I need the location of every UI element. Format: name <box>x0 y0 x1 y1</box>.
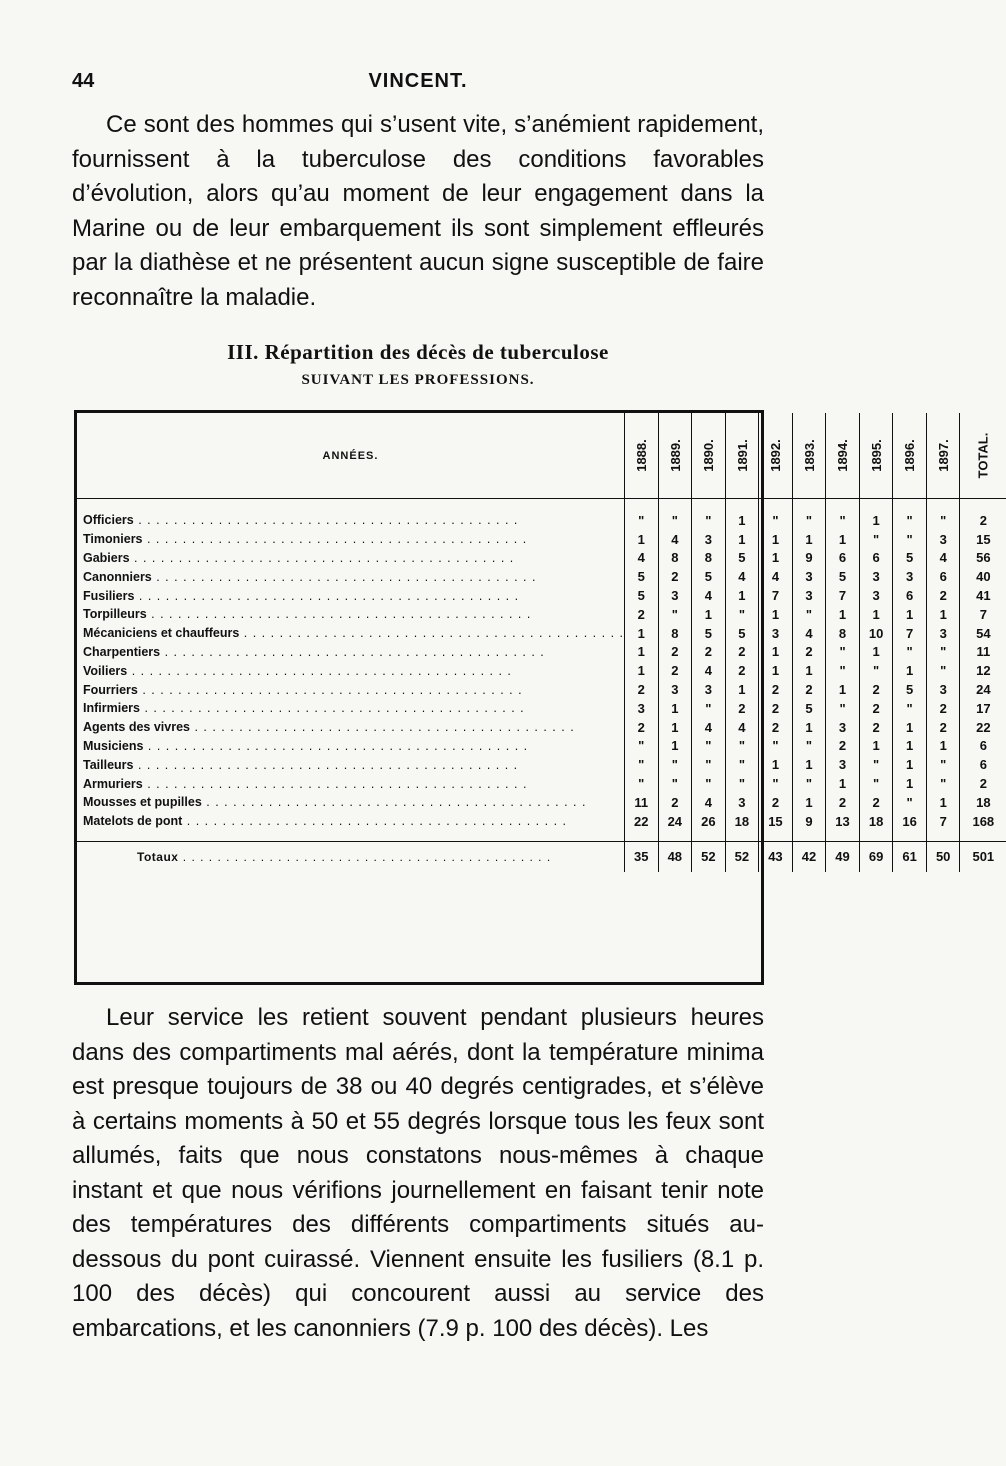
table-row <box>77 718 1006 737</box>
totals-cell: 69 <box>859 841 893 872</box>
table-cell: " <box>792 605 826 624</box>
table-cell: 2 <box>979 512 987 528</box>
table-row <box>77 624 1006 643</box>
row-label: Tailleurs . . . <box>77 755 624 774</box>
table-cell: 2 <box>759 680 793 699</box>
table-cell: 2 <box>624 680 658 699</box>
table-cell: " <box>926 774 960 793</box>
table-cell: " <box>826 661 860 680</box>
table-cell: 5 <box>893 549 927 568</box>
table-cell: 3 <box>859 586 893 605</box>
table-cell: " <box>926 661 960 680</box>
table-cell: 4 <box>926 549 960 568</box>
table-cell: 7 <box>926 812 960 831</box>
table-cell: 1 <box>725 511 759 530</box>
row-label: Fusiliers . . . <box>77 586 624 605</box>
table-cell: 3 <box>725 793 759 812</box>
running-head: VINCENT. <box>368 70 468 92</box>
table-cell: 2 <box>725 661 759 680</box>
table-cell: " <box>658 755 692 774</box>
table-cell: 1 <box>893 605 927 624</box>
table-cell: " <box>792 511 826 530</box>
table-cell: 16 <box>893 812 927 831</box>
table-cell: " <box>624 774 658 793</box>
table-cell: 3 <box>826 755 860 774</box>
table-cell: " <box>624 511 658 530</box>
table-cell: 1 <box>624 661 658 680</box>
corner-label: ANNÉES. <box>77 413 624 499</box>
table-cell: " <box>859 774 893 793</box>
table-cell: 2 <box>658 567 692 586</box>
table-cell: 5 <box>725 549 759 568</box>
row-label: Voiliers . . . <box>77 661 624 680</box>
table-cell: 2 <box>792 680 826 699</box>
table-row <box>77 549 1006 568</box>
table-cell: 3 <box>792 586 826 605</box>
table-cell: 3 <box>926 530 960 549</box>
table-cell: 1 <box>926 737 960 756</box>
table-cell: 8 <box>692 549 726 568</box>
table-cell: " <box>893 699 927 718</box>
table-cell: " <box>859 530 893 549</box>
table-cell: 15 <box>759 812 793 831</box>
table-cell: " <box>893 511 927 530</box>
table-cell: 56 <box>976 550 991 566</box>
table-cell: " <box>926 511 960 530</box>
table-cell: 3 <box>759 624 793 643</box>
table-cell: 7 <box>979 606 987 622</box>
section-title: III. Répartition des décès de tuberculose <box>227 340 609 364</box>
table-cell: 3 <box>792 567 826 586</box>
table-cell: 1 <box>826 530 860 549</box>
table-cell: 2 <box>859 718 893 737</box>
table-cell: 2 <box>624 718 658 737</box>
table-cell: 2 <box>725 643 759 662</box>
table-row <box>77 793 1006 812</box>
table-cell: 7 <box>759 586 793 605</box>
row-label: Officiers . . . <box>77 511 624 530</box>
table-cell: 5 <box>624 586 658 605</box>
table-cell: 6 <box>979 757 987 773</box>
table-cell: 2 <box>979 776 987 792</box>
table-cell: 1 <box>658 737 692 756</box>
row-label: Armuriers . . . <box>77 774 624 793</box>
table-cell: 5 <box>893 680 927 699</box>
table-cell: 1 <box>826 680 860 699</box>
table-cell: 9 <box>792 812 826 831</box>
totals-cell: 52 <box>725 841 759 872</box>
table-cell: " <box>926 643 960 662</box>
table-cell: " <box>859 755 893 774</box>
column-header: 1891. <box>725 413 759 499</box>
table-cell: 54 <box>976 625 991 641</box>
table-cell: 1 <box>792 661 826 680</box>
row-label: Canonniers . . . <box>77 567 624 586</box>
table-cell: 1 <box>859 605 893 624</box>
table-cell: " <box>725 755 759 774</box>
table-cell: 1 <box>624 624 658 643</box>
table-cell: 2 <box>926 699 960 718</box>
table-cell: 1 <box>792 530 826 549</box>
table-cell: " <box>759 511 793 530</box>
table-cell: 1 <box>759 643 793 662</box>
totals-cell: 43 <box>759 841 793 872</box>
table-cell: 1 <box>826 774 860 793</box>
table-cell: 2 <box>826 737 860 756</box>
table-cell: 1 <box>792 793 826 812</box>
row-label: Musiciens . . . <box>77 737 624 756</box>
table-cell: " <box>792 774 826 793</box>
row-label: Torpilleurs . . . <box>77 605 624 624</box>
totals-cell: 50 <box>926 841 960 872</box>
table-cell: 3 <box>624 699 658 718</box>
table-cell: 11 <box>976 644 991 660</box>
deaths-by-profession-table <box>77 413 1006 872</box>
column-header: 1892. <box>759 413 793 499</box>
table-cell: 2 <box>792 643 826 662</box>
table-cell: 8 <box>658 624 692 643</box>
table-cell: 40 <box>976 569 991 585</box>
totals-cell: 42 <box>792 841 826 872</box>
table-cell: " <box>859 661 893 680</box>
page-number: 44 <box>72 70 95 92</box>
table-cell: 1 <box>859 737 893 756</box>
table-spacer-row <box>77 831 1006 842</box>
table-cell: 1 <box>792 718 826 737</box>
table-cell: " <box>692 755 726 774</box>
column-header: 1889. <box>658 413 692 499</box>
table-cell: 41 <box>976 588 991 604</box>
table-cell: 3 <box>893 567 927 586</box>
table-cell: 2 <box>624 605 658 624</box>
table-cell: 4 <box>725 718 759 737</box>
table-row <box>77 737 1006 756</box>
table-cell: 1 <box>759 661 793 680</box>
table-row <box>77 774 1006 793</box>
totals-cell: 501 <box>960 841 1006 872</box>
table-cell: 5 <box>624 567 658 586</box>
table-cell: " <box>759 774 793 793</box>
table-cell: 8 <box>658 549 692 568</box>
table-row <box>77 511 1006 530</box>
row-label: Mousses et pupilles . . . <box>77 793 624 812</box>
table-header-row <box>77 413 1006 499</box>
table-cell: 4 <box>624 549 658 568</box>
column-header: 1890. <box>692 413 726 499</box>
table-cell: 4 <box>692 793 726 812</box>
totals-cell: 52 <box>692 841 726 872</box>
table-cell: " <box>725 737 759 756</box>
row-label: Mécaniciens et chauffeurs . . . <box>77 624 624 643</box>
column-header: 1888. <box>624 413 658 499</box>
table-cell: 4 <box>692 586 726 605</box>
totals-cell: 48 <box>658 841 692 872</box>
column-header: 1897. <box>926 413 960 499</box>
column-header: 1895. <box>859 413 893 499</box>
table-cell: 2 <box>759 718 793 737</box>
table-cell: 2 <box>926 718 960 737</box>
table-cell: " <box>826 643 860 662</box>
table-cell: " <box>658 605 692 624</box>
table-cell: 4 <box>692 718 726 737</box>
table-cell: " <box>926 755 960 774</box>
table-cell: 12 <box>976 663 991 679</box>
table-cell: 13 <box>826 812 860 831</box>
table-cell: " <box>893 793 927 812</box>
table-cell: 11 <box>624 793 658 812</box>
row-label: Charpentiers . . . <box>77 643 624 662</box>
table-cell: 4 <box>792 624 826 643</box>
table-cell: 7 <box>826 586 860 605</box>
table-cell: 1 <box>759 549 793 568</box>
table-cell: 2 <box>926 586 960 605</box>
table-cell: 6 <box>979 738 987 754</box>
table-cell: 6 <box>859 549 893 568</box>
table-cell: 3 <box>826 718 860 737</box>
table-cell: 1 <box>725 586 759 605</box>
table-cell: 15 <box>976 531 991 547</box>
table-cell: " <box>893 643 927 662</box>
table-cell: 2 <box>859 793 893 812</box>
table-cell: 1 <box>893 737 927 756</box>
table-cell: " <box>692 774 726 793</box>
table-cell: 1 <box>759 605 793 624</box>
table-cell: 1 <box>658 718 692 737</box>
table-cell: 7 <box>893 624 927 643</box>
table-cell: 2 <box>725 699 759 718</box>
totals-row <box>77 841 1006 872</box>
statistics-table-frame <box>74 410 995 985</box>
table-cell: 1 <box>893 718 927 737</box>
table-cell: " <box>759 737 793 756</box>
table-cell: 6 <box>826 549 860 568</box>
totals-cell: 49 <box>826 841 860 872</box>
table-cell: 1 <box>624 530 658 549</box>
table-cell: 1 <box>926 605 960 624</box>
row-label: Timoniers . . . <box>77 530 624 549</box>
table-cell: " <box>893 530 927 549</box>
table-cell: 17 <box>976 700 991 716</box>
table-cell: 18 <box>976 794 991 810</box>
table-row <box>77 812 1006 831</box>
table-cell: " <box>692 511 726 530</box>
table-cell: 18 <box>725 812 759 831</box>
row-label: Agents des vivres . . . <box>77 718 624 737</box>
table-cell: 1 <box>859 511 893 530</box>
table-cell: 1 <box>725 530 759 549</box>
table-cell: 3 <box>926 680 960 699</box>
table-row <box>77 661 1006 680</box>
table-cell: 8 <box>826 624 860 643</box>
column-header-total: TOTAL. <box>975 432 991 479</box>
totals-cell: 61 <box>893 841 927 872</box>
table-cell: 26 <box>692 812 726 831</box>
table-cell: 24 <box>976 682 991 698</box>
table-cell: " <box>792 737 826 756</box>
table-cell: 1 <box>893 755 927 774</box>
table-spacer-row <box>77 499 1006 512</box>
table-row <box>77 755 1006 774</box>
table-cell: 9 <box>792 549 826 568</box>
column-header: 1893. <box>792 413 826 499</box>
table-cell: " <box>725 774 759 793</box>
table-cell: 2 <box>692 643 726 662</box>
table-cell: 1 <box>725 680 759 699</box>
column-header: 1894. <box>826 413 860 499</box>
table-cell: 24 <box>658 812 692 831</box>
table-cell: 5 <box>826 567 860 586</box>
table-cell: 2 <box>859 680 893 699</box>
table-cell: 1 <box>624 643 658 662</box>
paragraph-intro: Ce sont des hommes qui s’usent vite, s’anémient rapidement, fournissent à la tuberculose des conditions favorables d’évolution, alors qu’au moment de leur engagement dans la Marine ou de leur embarquement ils sont simplement effleurés par la diathèse et ne présentent aucun signe susceptible de faire reconnaître la maladie. <box>72 111 764 311</box>
table-cell: 4 <box>692 661 726 680</box>
table-row <box>77 699 1006 718</box>
table-cell: 5 <box>692 567 726 586</box>
table-cell: 1 <box>926 793 960 812</box>
table-cell: 3 <box>692 530 726 549</box>
table-cell: 6 <box>893 586 927 605</box>
row-label: Gabiers . . . <box>77 549 624 568</box>
table-cell: 2 <box>759 699 793 718</box>
table-row <box>77 586 1006 605</box>
totals-cell: 35 <box>624 841 658 872</box>
table-cell: 4 <box>725 567 759 586</box>
table-cell: 2 <box>826 793 860 812</box>
table-row <box>77 567 1006 586</box>
table-cell: 22 <box>976 719 991 735</box>
table-cell: 2 <box>658 661 692 680</box>
table-row <box>77 680 1006 699</box>
table-cell: 18 <box>859 812 893 831</box>
table-cell: 1 <box>893 774 927 793</box>
column-header: 1896. <box>893 413 927 499</box>
row-label: Matelots de pont . . . <box>77 812 624 831</box>
table-cell: " <box>658 774 692 793</box>
table-cell: 3 <box>692 680 726 699</box>
table-cell: " <box>624 755 658 774</box>
table-cell: 3 <box>658 586 692 605</box>
table-cell: 1 <box>826 605 860 624</box>
table-cell: " <box>658 511 692 530</box>
table-cell: 1 <box>658 699 692 718</box>
row-label: Fourriers . . . <box>77 680 624 699</box>
table-cell: 168 <box>972 813 995 829</box>
table-cell: " <box>692 737 726 756</box>
table-cell: " <box>692 699 726 718</box>
table-cell: 3 <box>926 624 960 643</box>
table-cell: 5 <box>725 624 759 643</box>
table-cell: 1 <box>792 755 826 774</box>
table-cell: 2 <box>859 699 893 718</box>
table-cell: 2 <box>658 793 692 812</box>
table-cell: 10 <box>859 624 893 643</box>
page-header <box>72 70 764 100</box>
table-row <box>77 605 1006 624</box>
table-cell: " <box>725 605 759 624</box>
table-cell: 5 <box>692 624 726 643</box>
table-cell: 1 <box>759 755 793 774</box>
table-cell: 1 <box>692 605 726 624</box>
table-cell: 5 <box>792 699 826 718</box>
paragraph-continuation: Leur service les retient souvent pendant plusieurs heures dans des compartiments mal aérés, dont la température minima est presque toujours de 38 ou 40 degrés centigrades, et s’élève à certains moments à 50 et 55 degrés lorsque tous les feux sont allumés, faits que nous constatons nous-mêmes à chaque instant et que nous vérifions journellement en faisant tenir note des températures des différents compartiments situés au-dessous du pont cuirassé. Viennent ensuite les fusiliers (8.1 p. 100 des décès) qui concourent aussi au service des embarcations, et les canonniers (7.9 p. 100 des décès). Les <box>72 1004 764 1342</box>
section-subtitle: SUIVANT LES PROFESSIONS. <box>301 372 535 388</box>
table-cell: 2 <box>759 793 793 812</box>
row-label: Infirmiers . . . <box>77 699 624 718</box>
totals-label: Totaux . . . <box>77 841 624 872</box>
table-cell: 4 <box>759 567 793 586</box>
table-cell: " <box>624 737 658 756</box>
table-cell: 6 <box>926 567 960 586</box>
table-body <box>77 499 1006 872</box>
table-row <box>77 530 1006 549</box>
table-cell: " <box>826 511 860 530</box>
table-cell: 3 <box>859 567 893 586</box>
table-cell: 22 <box>624 812 658 831</box>
table-row <box>77 643 1006 662</box>
table-cell: 1 <box>859 643 893 662</box>
table-cell: 3 <box>658 680 692 699</box>
table-cell: 2 <box>658 643 692 662</box>
table-cell: 1 <box>893 661 927 680</box>
table-cell: 4 <box>658 530 692 549</box>
table-cell: " <box>826 699 860 718</box>
table-cell: 1 <box>759 530 793 549</box>
